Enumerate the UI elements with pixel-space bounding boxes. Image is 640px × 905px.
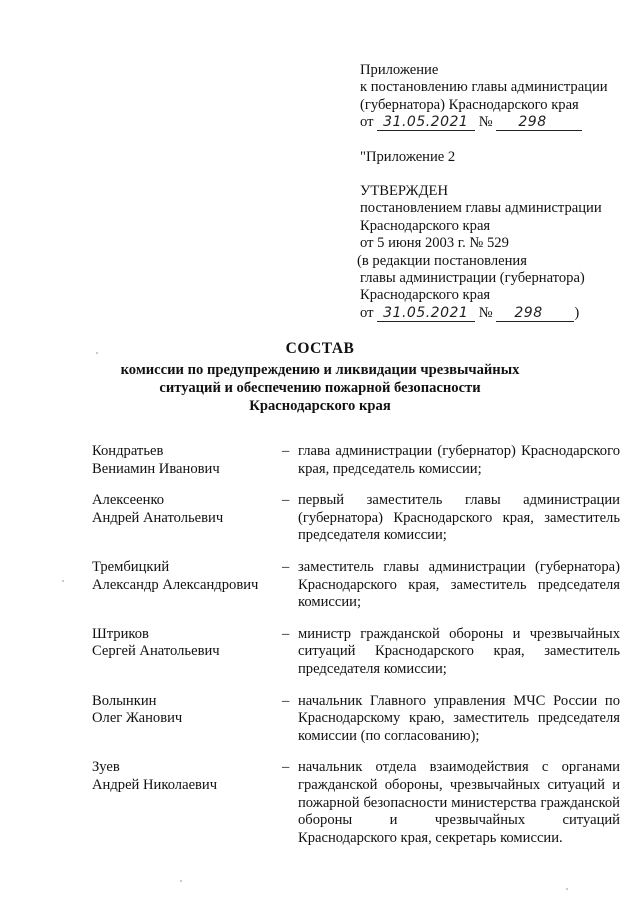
attachment-decree-line: к постановлению главы администрации [360, 79, 608, 96]
member-role: начальник Главного управления МЧС России по Краснодарскому краю, заместитель председателя комиссии (по согласованию); [298, 692, 620, 744]
member-surname: Зуев [92, 759, 120, 776]
members-list [92, 443, 620, 861]
appendix-number: 298 [496, 306, 574, 322]
member-surname: Волынкин [92, 692, 157, 709]
dash-separator: – [282, 692, 290, 709]
member-role: первый заместитель главы администрации (губернатора) Краснодарского края, заместитель председателя комиссии; [298, 492, 620, 544]
dash-separator: – [282, 759, 290, 776]
dash-separator: – [282, 443, 290, 459]
title-line-3: Краснодарского края [249, 398, 391, 414]
appendix-line-4: (в редакции постановления [357, 252, 527, 269]
member-name [92, 759, 282, 847]
appendix-closing-paren: ) [574, 304, 580, 321]
attachment-number: 298 [496, 115, 582, 131]
member-surname: Алексеенко [92, 492, 165, 509]
member-row [92, 559, 620, 612]
document-title [80, 340, 560, 415]
member-role: министр гражданской обороны и чрезвычайных ситуаций Краснодарского края, заместитель председателя комиссии; [298, 625, 620, 677]
title-main: СОСТАВ [285, 340, 355, 357]
member-row [92, 759, 620, 847]
appendix-line-6: Краснодарского края [360, 287, 491, 304]
member-given-name: Андрей Николаевич [92, 776, 218, 793]
appendix-from-label: от [360, 304, 374, 321]
title-line-1: комиссии по предупреждению и ликвидации чрезвычайных [120, 362, 520, 378]
member-given-name: Сергей Анатольевич [92, 643, 220, 660]
member-row [92, 443, 620, 478]
appendix-date: 31.05.2021 [377, 306, 475, 322]
dash-separator: – [282, 625, 290, 642]
member-given-name: Андрей Анатольевич [92, 509, 224, 526]
appendix-line-5: главы администрации (губернатора) [360, 270, 585, 287]
member-given-name: Вениамин Иванович [92, 460, 220, 477]
scan-speck [62, 580, 64, 582]
member-name [92, 626, 282, 679]
appendix-date-number [360, 305, 630, 322]
appendix-label: "Приложение 2 [360, 148, 456, 165]
dash-separator: – [282, 558, 290, 575]
member-row [92, 492, 620, 545]
member-given-name: Александр Александрович [92, 576, 259, 593]
member-given-name: Олег Жанович [92, 710, 183, 727]
member-row [92, 693, 620, 746]
appendix-number-label: № [478, 304, 493, 321]
appendix-line-2: Краснодарского края [360, 217, 491, 234]
scan-speck [96, 352, 98, 354]
attachment-label: Приложение [360, 62, 439, 78]
member-role: заместитель главы администрации (губернатора) Краснодарского края, заместитель председателя комиссии; [298, 558, 620, 611]
attachment-header [357, 62, 630, 322]
member-name [92, 443, 282, 478]
title-line-2: ситуаций и обеспечению пожарной безопасности [159, 380, 481, 396]
member-name [92, 492, 282, 545]
appendix-line-1: постановлением главы администрации [360, 200, 602, 217]
member-name [92, 693, 282, 746]
approved-stamp: УТВЕРЖДЕН [360, 183, 448, 200]
attachment-governor-line: (губернатора) Краснодарского края [360, 96, 579, 113]
attachment-date: 31.05.2021 [377, 115, 475, 131]
appendix-line-3: от 5 июня 2003 г. № 529 [360, 235, 509, 252]
member-surname: Трембицкий [92, 558, 170, 575]
scan-speck [566, 888, 568, 890]
member-surname: Штриков [92, 625, 149, 642]
member-role: глава администрации (губернатор) Краснодарского края, председатель комиссии; [298, 443, 620, 477]
attachment-date-number [360, 114, 630, 131]
member-row [92, 626, 620, 679]
member-surname: Кондратьев [92, 443, 164, 459]
attachment-number-label: № [478, 114, 493, 131]
member-role: начальник отдела взаимодействия с органами гражданской обороны, чрезвычайных ситуаций и пожарной безопасности министерства гражданской обороны и чрезвычайных ситуаций Краснодарского края, секретарь комиссии. [298, 759, 620, 846]
member-name [92, 559, 282, 612]
dash-separator: – [282, 492, 290, 509]
attachment-from-label: от [360, 114, 374, 131]
scan-speck [180, 880, 182, 882]
